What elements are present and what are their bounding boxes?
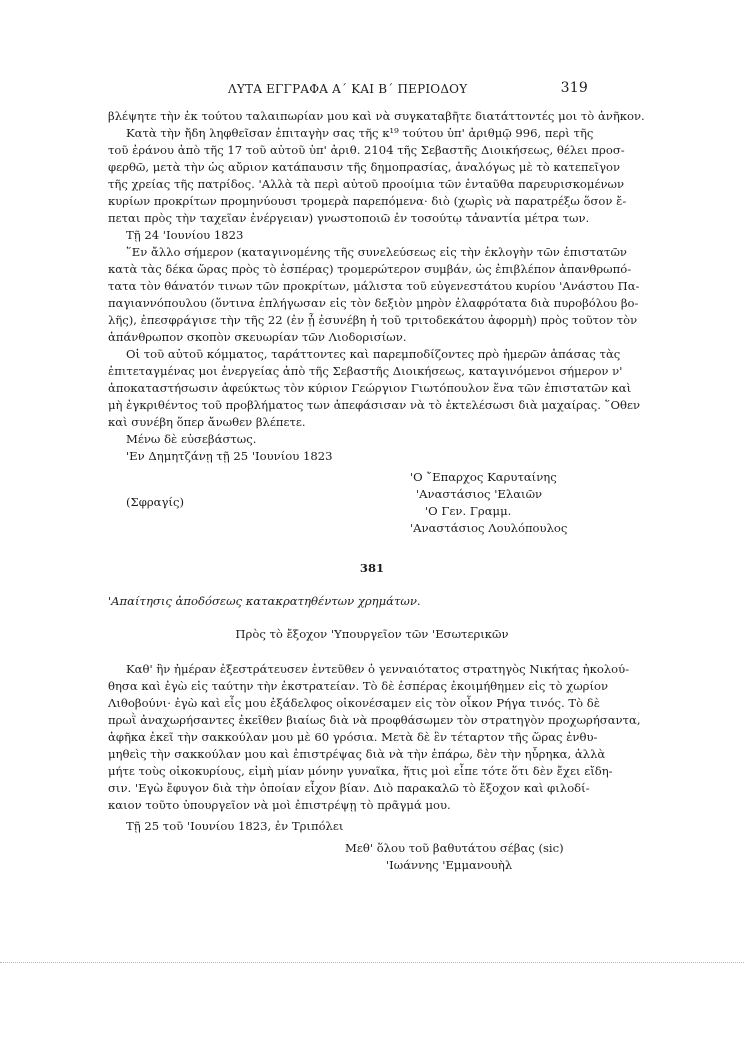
page-number: 319 [560,80,588,96]
body-line: κατὰ τὰς δέκα ὥρας πρὸς τὸ ἑσπέρας) τρομερώτερον συμβάν, ὡς ἐπιβλέπον ἀπανθρωπό- [108,262,632,276]
body-line: καιον τοῦτο ὑπουργεῖον νὰ μοὶ ἐπιστρέψῃ τὸ πρᾶγμά μου. [108,798,451,812]
body-line: μὴ ἐγκριθέντος τοῦ προβλήματος των ἀπεφάσισαν νὰ τὸ ἐκτελέσωσι διὰ μαχαίρας. ῞Οθεν [108,398,640,412]
body-line: τῆς χρείας τῆς πατρίδος. 'Αλλὰ τὰ περὶ αὐτοῦ προοίμια τῶν ἐνταῦθα παρευρισκομένων [108,177,625,191]
body-line: ἀπάνθρωπον σκοπὸν σκευωρίαν τῶν Λιοδορισίων. [108,330,407,344]
page-header [108,80,588,100]
body-line: πρωῒ ἀναχωρήσαντες ἐκεῖθεν βιαίως διὰ νὰ προφθάσωμεν τὸν στρατηγὸν προχωρήσαντα, [108,713,641,727]
body-line: τατα τὸν θάνατόν τινων τῶν προκρίτων, μάλιστα τοῦ εὐγενεστάτου κυρίου 'Ανάστου Πα- [108,279,640,293]
scan-artifact-rule [0,962,744,963]
body-line: Καθ' ἣν ἡμέραν ἐξεστράτευσεν ἐντεῦθεν ὁ γενναιότατος στρατηγὸς Νικήτας ἠκολού- [126,662,630,676]
body-line: λῆς), ἐπεσφράγισε τὴν τῆς 22 (ἐν ᾗ ἐσυνέβη ἡ τοῦ τριτοδεκάτου ἀφορμὴ) πρὸς τοῦτον τὸν [108,313,638,327]
body-line: βλέψητε τὴν ἐκ τούτου ταλαιπωρίαν μου καὶ νὰ συγκαταβῆτε διατάττοντές μοι τὸ ἀνῆκον. [108,109,645,123]
date-line: Τῇ 24 'Ιουνίου 1823 [126,228,244,242]
addressee-line: Πρὸς τὸ ἔξοχον 'Υπουργεῖον τῶν 'Εσωτερικῶν [235,627,509,641]
seal-label: (Σφραγίς) [126,495,184,509]
body-line: ἀποκαταστήσωσιν ἀφεύκτως τὸν κύριον Γεώργιον Γιωτόπουλον ἕνα τῶν ἐπιστατῶν καὶ [108,381,632,395]
body-line: σιν. 'Εγὼ ἔφυγον διὰ τὴν ὁποίαν εἶχον βίαν. Διὸ παρακαλῶ τὸ ἔξοχον καὶ φιλοδί- [108,781,590,795]
closing-line: Μένω δὲ εὐσεβάστως. [126,432,257,446]
body-line: Λιθοβούνι· ἐγὼ καὶ εἷς μου ἐξάδελφος οἰκονέσαμεν εἰς τὸν οἶκον Ρήγα τινός. Τὸ δὲ [108,696,601,710]
body-line: θησα καὶ ἐγὼ εἰς ταύτην τὴν ἐκστρατείαν. Τὸ δὲ ἑσπέρας ἐκοιμήθημεν εἰς τὸ χωρίον [108,679,609,693]
body-line: πεται πρὸς τὴν ταχεῖαν ἐνέργειαν) γνωστοποιῶ ἐν τοσούτῳ τἀναντία μέτρα των. [108,211,590,225]
body-line: Οἱ τοῦ αὐτοῦ κόμματος, ταράττοντες καὶ παρεμποδίζοντες πρὸ ἡμερῶν ἁπάσας τὰς [126,347,621,361]
document-number: 381 [359,561,385,575]
body-line: Κατὰ τὴν ἤδη ληφθεῖσαν ἐπιταγὴν σας τῆς κ¹⁹ τούτου ὑπ' ἀριθμῷ 996, περὶ τῆς [126,126,594,140]
signature-line: 'Ο ῎Επαρχος Καρυταίνης [410,470,557,484]
body-line: ῞Εν ἄλλο σήμερον (καταγινομένης τῆς συνελεύσεως εἰς τὴν ἐκλογὴν τῶν ἐπιστατῶν [126,245,627,259]
signature-line: 'Αναστάσιος Λουλόπουλος [410,521,568,535]
body-line: ἐπιτεταγμένας μοι ἐνεργείας ἀπὸ τῆς Σεβαστῆς Διοικήσεως, καταγινόμενοι σήμερον ν' [108,364,623,378]
body-line: μηθεὶς τὴν σακκούλαν μου καὶ ἐπιστρέψας διὰ νὰ τὴν ἐπάρω, δὲν τὴν ηὗρηκα, ἀλλὰ [108,747,606,761]
body-line: καὶ συνέβη ὅπερ ἄνωθεν βλέπετε. [108,415,306,429]
running-title: ΛΥΤΑ ΕΓΓΡΑΦΑ Α΄ ΚΑΙ Β΄ ΠΕΡΙΟΔΟΥ [228,82,468,96]
place-date-line: Τῇ 25 τοῦ 'Ιουνίου 1823, ἐν Τριπόλει [126,819,344,833]
closing-line: Μεθ' ὅλου τοῦ βαθυτάτου σέβας (sic) [345,841,564,855]
body-line: παγιαννόπουλου (ὅντινα ἐπλήγωσαν εἰς τὸν δεξιὸν μηρὸν ἐλαφρότατα διὰ πυροβόλου βο- [108,296,639,310]
body-line: ἀφῆκα ἐκεῖ τὴν σακκούλαν μου μὲ 60 γρόσια. Μετὰ δὲ ἓν τέταρτον τῆς ὥρας ἐνθυ- [108,730,598,744]
document-heading: 'Απαίτησις ἀποδόσεως κατακρατηθέντων χρημάτων. [108,594,421,608]
body-line: κυρίων προκρίτων προμηνύουσι τρομερὰ παρεπόμενα· διὸ (χωρὶς νὰ παρατρέξω ὅσον ἔ- [108,194,627,208]
signature-line: 'Ιωάννης 'Εμμανουὴλ [386,858,513,872]
body-line: μήτε τοὺς οἰκοκυρίους, εἰμὴ μίαν μόνην γυναῖκα, ἥτις μοὶ εἶπε τότε ὅτι δὲν ἔχει εἴδη- [108,764,613,778]
signature-line: 'Αναστάσιος 'Ελαιῶν [416,487,543,501]
body-line: τοῦ ἐράνου ἀπὸ τῆς 17 τοῦ αὐτοῦ ὑπ' ἀριθ. 2104 τῆς Σεβαστῆς Διοικήσεως, θέλει προσ- [108,143,625,157]
place-date-line: 'Εν Δημητζάνῃ τῇ 25 'Ιουνίου 1823 [126,449,333,463]
signature-line: 'Ο Γεν. Γραμμ. [425,504,512,518]
body-line: φερθῶ, μετὰ τὴν ὡς αὔριον κατάπαυσιν τῆς δημοπρασίας, ἀναλόγως μὲ τὸ κατεπεῖγον [108,160,621,174]
